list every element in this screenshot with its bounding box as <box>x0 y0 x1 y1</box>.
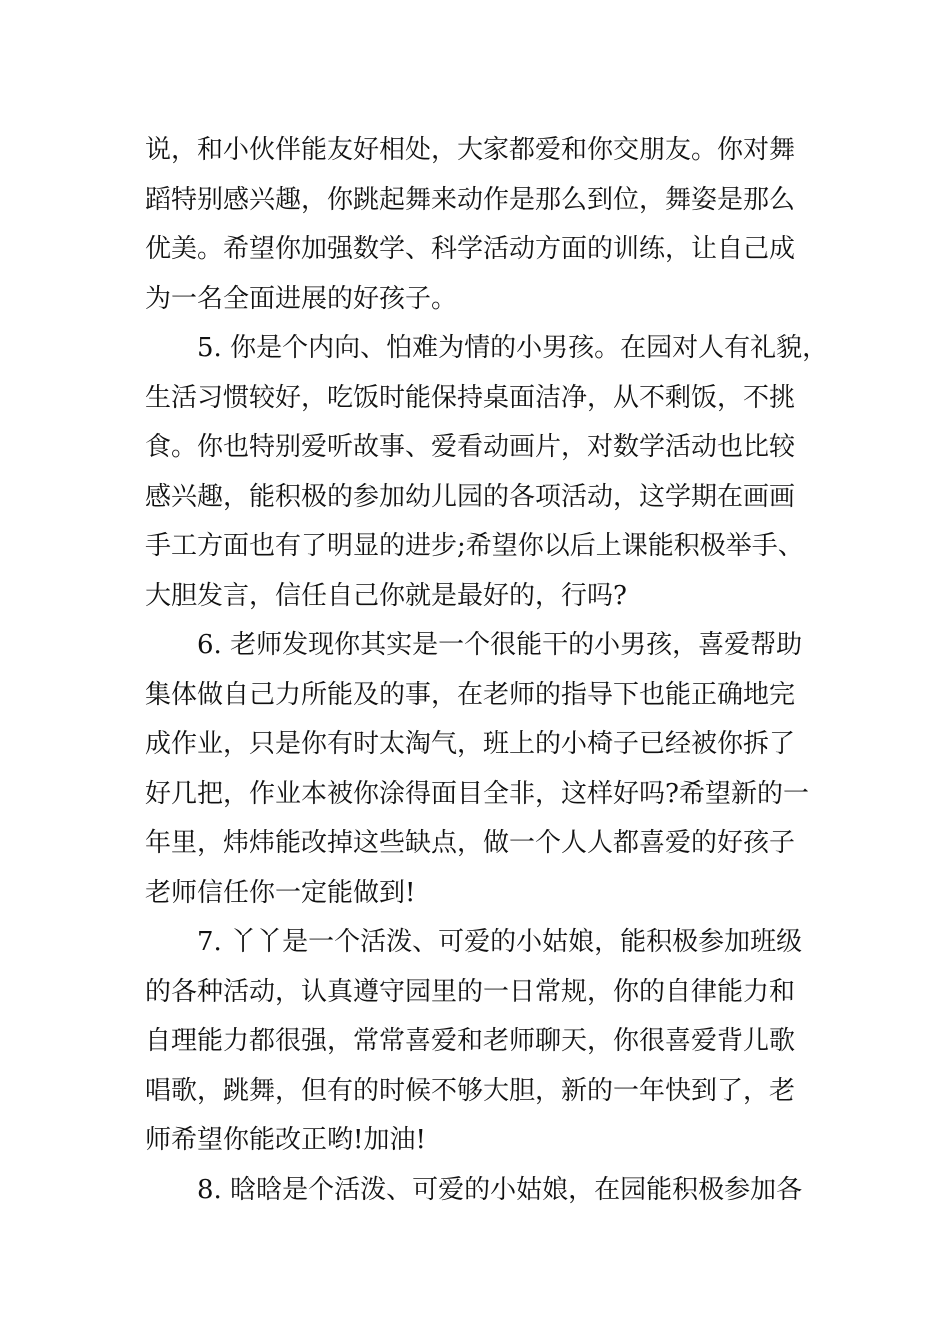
text-line: 好几把，作业本被你涂得面目全非，这样好吗?希望新的一 <box>145 778 809 809</box>
text-line: 说，和小伙伴能友好相处，大家都爱和你交朋友。你对舞 <box>145 135 796 165</box>
text-line: 老师信任你一定能做到! <box>145 877 416 908</box>
text-line: 师希望你能改正哟!加油! <box>145 1125 426 1155</box>
text-line: 自理能力都很强，常常喜爱和老师聊天，你很喜爱背儿歌 <box>145 1026 796 1056</box>
text-line: 成作业，只是你有时太淘气，班上的小椅子已经被你拆了 <box>145 729 796 759</box>
text-line: 为一名全面进展的好孩子。 <box>145 283 458 314</box>
text-line: 感兴趣，能积极的参加幼儿园的各项活动，这学期在画画 <box>145 481 796 512</box>
text-line: 蹈特别感兴趣，你跳起舞来动作是那么到位，舞姿是那么 <box>145 184 796 215</box>
text-line: 手工方面也有了明显的进步;希望你以后上课能积极举手、 <box>145 531 804 561</box>
text-line: 唱歌，跳舞，但有的时候不够大胆，新的一年快到了，老 <box>145 1075 796 1106</box>
text-line: 优美。希望你加强数学、科学活动方面的训练，让自己成 <box>145 234 796 264</box>
text-line: 年里，炜炜能改掉这些缺点，做一个人人都喜爱的好孩子 <box>145 828 796 858</box>
paragraph-first-line: 6. 老师发现你其实是一个很能干的小男孩，喜爱帮助 <box>197 630 803 660</box>
paragraph-first-line: 8. 晗晗是个活泼、可爱的小姑娘，在园能积极参加各 <box>197 1174 803 1205</box>
text-line: 食。你也特别爱听故事、爱看动画片，对数学活动也比较 <box>145 432 796 462</box>
text-line: 生活习惯较好，吃饭时能保持桌面洁净，从不剩饭，不挑 <box>145 382 796 413</box>
text-line: 集体做自己力所能及的事，在老师的指导下也能正确地完 <box>145 679 796 710</box>
document-body <box>145 126 829 1215</box>
paragraph-first-line: 5. 你是个内向、怕难为情的小男孩。在园对人有礼貌， <box>197 333 829 363</box>
text-line: 的各种活动，认真遵守园里的一日常规，你的自律能力和 <box>145 976 796 1007</box>
paragraph-first-line: 7. 丫丫是一个活泼、可爱的小姑娘，能积极参加班级 <box>197 927 803 957</box>
text-line: 大胆发言，信任自己你就是最好的，行吗? <box>145 580 627 611</box>
